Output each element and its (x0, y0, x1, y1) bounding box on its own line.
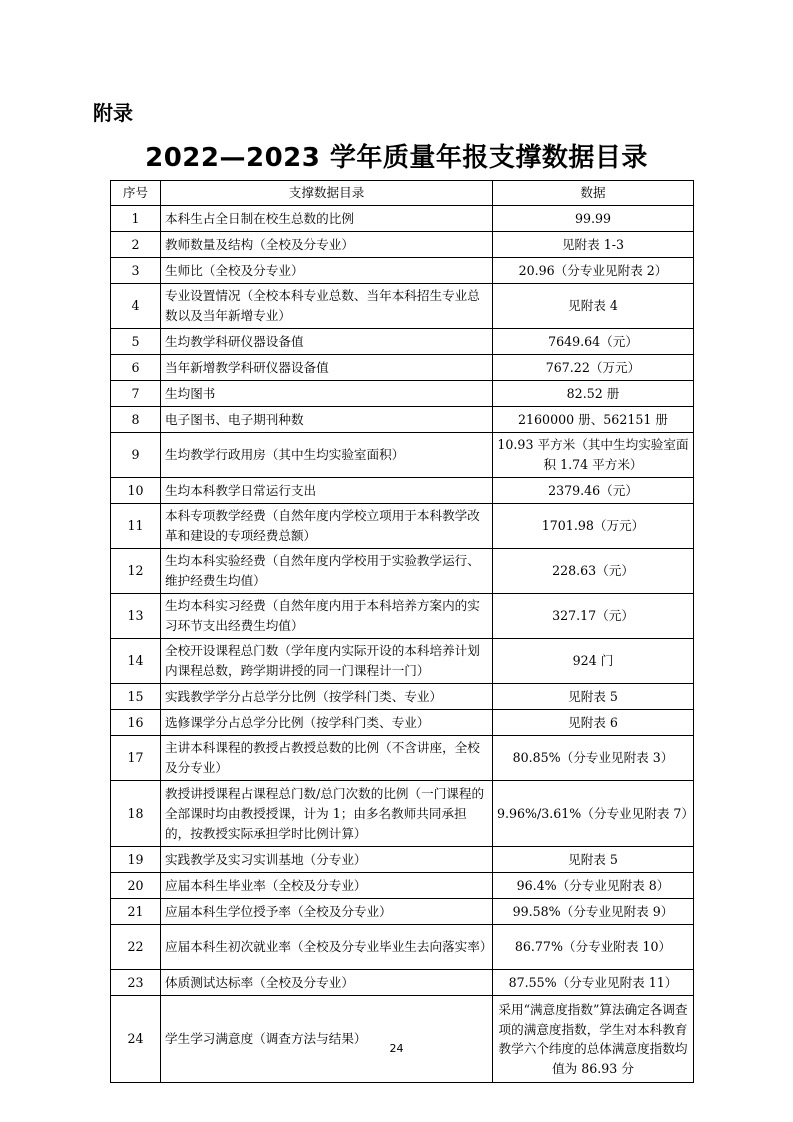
row-data: 99.99 (493, 206, 694, 232)
table-row (111, 996, 694, 1083)
row-item: 体质测试达标率（全校及分专业） (161, 970, 493, 996)
table-row (111, 329, 694, 355)
table-row (111, 594, 694, 639)
row-item: 全校开设课程总门数（学年度内实际开设的本科培养计划内课程总数，跨学期讲授的同一门课程计一门） (161, 639, 493, 684)
row-item: 应届本科生学位授予率（全校及分专业） (161, 899, 493, 925)
row-data: 228.63（元） (493, 549, 694, 594)
table-row (111, 736, 694, 781)
row-data: 见附表 5 (493, 684, 694, 710)
row-number: 2 (111, 232, 161, 258)
table-row (111, 847, 694, 873)
row-number: 14 (111, 639, 161, 684)
row-number: 5 (111, 329, 161, 355)
row-item: 专业设置情况（全校本科专业总数、当年本科招生专业总数以及当年新增专业） (161, 284, 493, 329)
row-number: 24 (111, 996, 161, 1083)
row-data: 见附表 1-3 (493, 232, 694, 258)
row-data: 2379.46（元） (493, 478, 694, 504)
table-row (111, 970, 694, 996)
row-item: 生均图书 (161, 381, 493, 407)
row-number: 13 (111, 594, 161, 639)
row-item: 应届本科生初次就业率（全校及分专业毕业生去向落实率） (161, 925, 493, 970)
page-number: 24 (389, 1042, 404, 1055)
row-data: 924 门 (493, 639, 694, 684)
row-number: 10 (111, 478, 161, 504)
row-number: 20 (111, 873, 161, 899)
row-data: 2160000 册、562151 册 (493, 407, 694, 433)
row-item: 本科专项教学经费（自然年度内学校立项用于本科教学改革和建设的专项经费总额） (161, 504, 493, 549)
table-row (111, 549, 694, 594)
row-data: 87.55%（分专业见附表 11） (493, 970, 694, 996)
row-data: 见附表 6 (493, 710, 694, 736)
row-data: 1701.98（万元） (493, 504, 694, 549)
table-row (111, 206, 694, 232)
row-data: 7649.64（元） (493, 329, 694, 355)
row-item: 主讲本科课程的教授占教授总数的比例（不含讲座，全校及分专业） (161, 736, 493, 781)
row-item: 教授讲授课程占课程总门数/总门次数的比例（一门课程的全部课时均由教授授课，计为 1；由多名教师共同承担的，按教授实际承担学时比例计算） (161, 781, 493, 847)
header-item: 支撑数据目录 (161, 181, 493, 206)
row-data: 327.17（元） (493, 594, 694, 639)
row-item: 选修课学分占总学分比例（按学科门类、专业） (161, 710, 493, 736)
row-data: 见附表 5 (493, 847, 694, 873)
appendix-label: 附录 (93, 101, 133, 125)
table-row (111, 433, 694, 478)
row-item: 生均本科实习经费（自然年度内用于本科培养方案内的实习环节支出经费生均值） (161, 594, 493, 639)
row-data: 82.52 册 (493, 381, 694, 407)
row-item: 应届本科生毕业率（全校及分专业） (161, 873, 493, 899)
row-number: 4 (111, 284, 161, 329)
row-item: 学生学习满意度（调查方法与结果） (161, 996, 493, 1083)
document-title: 2022—2023 学年质量年报支撑数据目录 (145, 143, 648, 173)
row-number: 11 (111, 504, 161, 549)
table-row (111, 478, 694, 504)
row-data: 80.85%（分专业见附表 3） (493, 736, 694, 781)
table-row (111, 873, 694, 899)
table-row (111, 381, 694, 407)
header-number: 序号 (111, 181, 161, 206)
table-row (111, 284, 694, 329)
table-row (111, 504, 694, 549)
row-item: 实践教学学分占总学分比例（按学科门类、专业） (161, 684, 493, 710)
row-number: 9 (111, 433, 161, 478)
row-item: 当年新增教学科研仪器设备值 (161, 355, 493, 381)
table-row (111, 684, 694, 710)
row-item: 教师数量及结构（全校及分专业） (161, 232, 493, 258)
row-number: 8 (111, 407, 161, 433)
row-number: 7 (111, 381, 161, 407)
row-data: 99.58%（分专业见附表 9） (493, 899, 694, 925)
support-data-table (110, 180, 694, 1083)
row-item: 生均本科实验经费（自然年度内学校用于实验教学运行、维护经费生均值） (161, 549, 493, 594)
row-number: 19 (111, 847, 161, 873)
table-row (111, 639, 694, 684)
table-row (111, 407, 694, 433)
row-item: 实践教学及实习实训基地（分专业） (161, 847, 493, 873)
row-data: 采用“满意度指数”算法确定各调查项的满意度指数，学生对本科教育教学六个纬度的总体满意度指数均值为 86.93 分 (493, 996, 694, 1083)
row-number: 3 (111, 258, 161, 284)
table-row (111, 232, 694, 258)
row-item: 生师比（全校及分专业） (161, 258, 493, 284)
row-item: 生均本科教学日常运行支出 (161, 478, 493, 504)
row-number: 18 (111, 781, 161, 847)
row-number: 12 (111, 549, 161, 594)
row-item: 本科生占全日制在校生总数的比例 (161, 206, 493, 232)
row-data: 767.22（万元） (493, 355, 694, 381)
row-data: 20.96（分专业见附表 2） (493, 258, 694, 284)
row-number: 17 (111, 736, 161, 781)
row-number: 6 (111, 355, 161, 381)
row-data: 10.93 平方米（其中生均实验室面积 1.74 平方米） (493, 433, 694, 478)
row-data: 9.96%/3.61%（分专业见附表 7） (493, 781, 694, 847)
row-data: 见附表 4 (493, 284, 694, 329)
table-row (111, 710, 694, 736)
row-data: 96.4%（分专业见附表 8） (493, 873, 694, 899)
table-row (111, 781, 694, 847)
row-number: 22 (111, 925, 161, 970)
row-number: 15 (111, 684, 161, 710)
table-row (111, 258, 694, 284)
row-number: 16 (111, 710, 161, 736)
row-item: 电子图书、电子期刊种数 (161, 407, 493, 433)
table-row (111, 899, 694, 925)
row-number: 1 (111, 206, 161, 232)
table-row (111, 925, 694, 970)
row-number: 21 (111, 899, 161, 925)
row-data: 86.77%（分专业附表 10） (493, 925, 694, 970)
row-number: 23 (111, 970, 161, 996)
table-row (111, 355, 694, 381)
row-item: 生均教学行政用房（其中生均实验室面积） (161, 433, 493, 478)
row-item: 生均教学科研仪器设备值 (161, 329, 493, 355)
table-header-row (111, 181, 694, 206)
header-data: 数据 (493, 181, 694, 206)
